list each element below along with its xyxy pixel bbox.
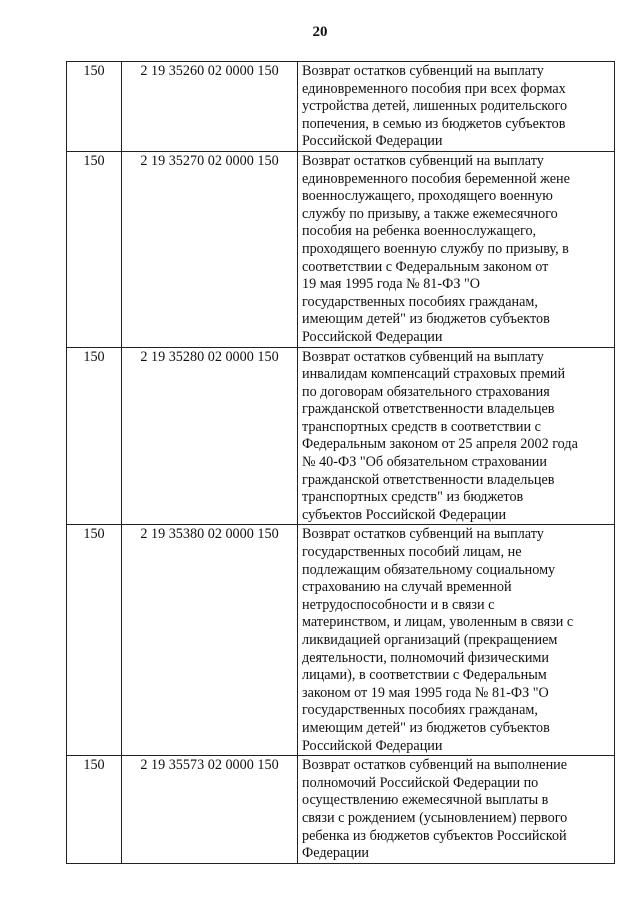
description-line: Федеральным законом от 25 апреля 2002 года	[302, 436, 578, 453]
description-line: деятельности, полномочий физическими	[302, 649, 549, 666]
description-line: гражданской ответственности владельцев	[302, 471, 555, 488]
description-line: государственных пособий лицам, не	[302, 544, 522, 561]
description-line: связи с рождением (усыновлением) первого	[302, 809, 568, 826]
description-line: Российской Федерации	[302, 133, 443, 150]
description-line: соответствии с Федеральным законом от	[302, 258, 549, 275]
description-line: имеющим детей" из бюджетов субъектов	[302, 311, 550, 328]
description-line: страхованию на случай временной	[302, 579, 512, 596]
description-line: Возврат остатков субвенций на выплату	[302, 63, 544, 79]
admin-code-cell: 150	[67, 756, 122, 864]
description-cell	[298, 151, 615, 347]
description-line: Возврат остатков субвенций на выполнение	[302, 757, 568, 774]
description-line: инвалидам компенсаций страховых премий	[302, 366, 566, 383]
table-row	[67, 151, 615, 347]
description-line: осуществлению ежемесячной выплаты в	[302, 792, 549, 809]
description-line: Возврат остатков субвенций на выплату	[302, 348, 544, 365]
description-line: государственных пособиях гражданам,	[302, 702, 538, 719]
table-row	[67, 347, 615, 525]
admin-code-cell: 150	[67, 347, 122, 525]
admin-code-cell: 150	[67, 525, 122, 756]
description-cell	[298, 62, 615, 152]
budget-code-cell: 2 19 35260 02 0000 150	[122, 62, 298, 152]
description-line: 19 мая 1995 года № 81-ФЗ "О	[302, 276, 481, 293]
description-line: проходящего военную службу по призыву, в	[302, 240, 569, 257]
budget-code-cell: 2 19 35573 02 0000 150	[122, 756, 298, 864]
page-number: 20	[312, 24, 328, 40]
table-row	[67, 525, 615, 756]
description-line: Российской Федерации	[302, 328, 443, 345]
budget-code-cell: 2 19 35280 02 0000 150	[122, 347, 298, 525]
table-row	[67, 62, 615, 152]
description-line: государственных пособиях гражданам,	[302, 293, 538, 310]
budget-code-cell: 2 19 35270 02 0000 150	[122, 151, 298, 347]
description-line: лицами), в соответствии с Федеральным	[302, 667, 547, 684]
description-line: военнослужащего, проходящего военную	[302, 188, 553, 205]
description-line: транспортных средств" из бюджетов	[302, 489, 524, 506]
description-line: подлежащим обязательному социальному	[302, 561, 556, 578]
description-line: Возврат остатков субвенций на выплату	[302, 526, 544, 543]
description-line: субъектов Российской Федерации	[302, 506, 507, 523]
description-line: по договорам обязательного страхования	[302, 383, 550, 400]
admin-code-cell: 150	[67, 62, 122, 152]
description-line: транспортных средств в соответствии с	[302, 418, 541, 435]
description-line: № 40-ФЗ "Об обязательном страховании	[302, 454, 547, 471]
description-line: Федерации	[302, 845, 370, 862]
description-line: нетрудоспособности и в связи с	[302, 596, 495, 613]
table-body	[67, 62, 615, 864]
description-line: устройства детей, лишенных родительского	[302, 98, 568, 115]
description-cell	[298, 756, 615, 864]
description-line: службу по призыву, а также ежемесячного	[302, 205, 558, 222]
description-line: законом от 19 мая 1995 года № 81-ФЗ "О	[302, 684, 549, 701]
description-line: гражданской ответственности владельцев	[302, 401, 555, 418]
budget-code-cell: 2 19 35380 02 0000 150	[122, 525, 298, 756]
budget-codes-table	[66, 61, 615, 864]
description-line: единовременного пособия беременной жене	[302, 170, 570, 187]
description-line: пособия на ребенка военнослужащего,	[302, 223, 537, 240]
description-line: полномочий Российской Федерации по	[302, 774, 539, 791]
description-line: Российской Федерации	[302, 737, 443, 754]
description-line: материнством, и лицам, уволенным в связи с	[302, 614, 574, 631]
description-line: единовременного пособия при всех формах	[302, 80, 566, 97]
description-line: попечения, в семью из бюджетов субъектов	[302, 115, 566, 132]
description-cell	[298, 525, 615, 756]
table-row	[67, 756, 615, 864]
description-line: ликвидацией организаций (прекращением	[302, 632, 558, 648]
description-line: Возврат остатков субвенций на выплату	[302, 152, 544, 169]
description-line: ребенка из бюджетов субъектов Российской	[302, 827, 567, 844]
admin-code-cell: 150	[67, 151, 122, 347]
description-cell	[298, 347, 615, 525]
description-line: имеющим детей" из бюджетов субъектов	[302, 719, 550, 736]
